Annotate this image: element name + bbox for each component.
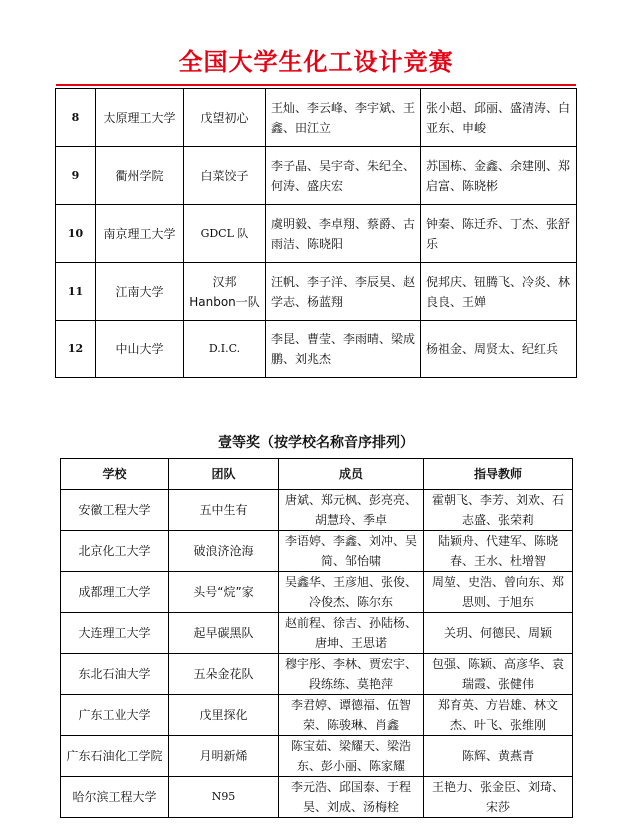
- table-row: [61, 654, 573, 695]
- team-cell: N95: [169, 777, 279, 818]
- first-prize-table: [60, 458, 573, 818]
- rank-number: 8: [56, 89, 96, 147]
- teachers-cell: 霍朝飞、李芳、刘欢、石志盛、张荣莉: [424, 490, 573, 531]
- team-header: 团队: [169, 459, 279, 490]
- teachers-cell: 杨祖金、周贤太、纪红兵: [421, 321, 577, 378]
- teachers-cell: 王艳力、张金臣、刘琦、宋莎: [424, 777, 573, 818]
- header-row: [61, 459, 573, 490]
- school-cell: 大连理工大学: [61, 613, 169, 654]
- teachers-cell: 陈辉、黄燕青: [424, 736, 573, 777]
- school-cell: 安徽工程大学: [61, 490, 169, 531]
- team-cell: 起早碳黑队: [169, 613, 279, 654]
- table-row: [61, 695, 573, 736]
- teachers-cell: 郑育英、方岩雄、林文杰、叶飞、张维刚: [424, 695, 573, 736]
- teachers-cell: 周堃、史浩、曾向东、郑思则、于旭东: [424, 572, 573, 613]
- members-cell: 李昆、曹莹、李雨晴、梁成鹏、刘兆杰: [266, 321, 421, 378]
- table-row: [61, 736, 573, 777]
- members-cell: 吴鑫华、王彦旭、张俊、冷俊杰、陈尔东: [279, 572, 424, 613]
- table-row: [61, 613, 573, 654]
- team-cell: 破浪济沧海: [169, 531, 279, 572]
- team-cell: 头号“烷”家: [169, 572, 279, 613]
- table-row: [56, 147, 577, 205]
- school-cell: 北京化工大学: [61, 531, 169, 572]
- school-cell: 江南大学: [96, 263, 184, 321]
- team-cell: 五朵金花队: [169, 654, 279, 695]
- table-row: [56, 205, 577, 263]
- rank-number: 9: [56, 147, 96, 205]
- school-cell: 广东石油化工学院: [61, 736, 169, 777]
- members-cell: 李语婷、李鑫、刘冲、吴简、邹怡啸: [279, 531, 424, 572]
- continued-results-table: [55, 88, 577, 378]
- team-cell: 月明新烯: [169, 736, 279, 777]
- school-cell: 南京理工大学: [96, 205, 184, 263]
- teachers-cell: 陆颖舟、代建军、陈晓春、王水、杜增智: [424, 531, 573, 572]
- members-cell: 李子晶、吴宇奇、朱纪全、何涛、盛庆宏: [266, 147, 421, 205]
- table-row: [61, 490, 573, 531]
- table-row: [56, 321, 577, 378]
- school-cell: 衢州学院: [96, 147, 184, 205]
- members-cell: 王灿、李云峰、李宇斌、王鑫、田江立: [266, 89, 421, 147]
- teachers-cell: 钟秦、陈迁乔、丁杰、张舒乐: [421, 205, 577, 263]
- page-title: 全国大学生化工设计竞赛: [178, 48, 454, 76]
- section-heading: 壹等奖（按学校名称音序排列）: [218, 435, 414, 451]
- table-row: [56, 263, 577, 321]
- teachers-cell: 关玥、何德民、周颖: [424, 613, 573, 654]
- rank-number: 12: [56, 321, 96, 378]
- team-cell: 戊望初心: [184, 89, 266, 147]
- members-cell: 李元浩、邱国泰、于程昊、刘成、汤梅栓: [279, 777, 424, 818]
- members-cell: 虞明毅、李卓翔、蔡爵、古雨洁、陈晓阳: [266, 205, 421, 263]
- school-header: 学校: [61, 459, 169, 490]
- table-row: [61, 777, 573, 818]
- teachers-cell: 张小超、邱丽、盛清涛、白亚东、申峻: [421, 89, 577, 147]
- school-cell: 哈尔滨工程大学: [61, 777, 169, 818]
- rank-number: 11: [56, 263, 96, 321]
- team-cell: 白菜饺子: [184, 147, 266, 205]
- members-cell: 赵前程、徐吉、孙陆杨、唐坤、王思诺: [279, 613, 424, 654]
- teachers-header: 指导教师: [424, 459, 573, 490]
- teachers-cell: 苏国栋、金鑫、余建刚、郑启富、陈晓彬: [421, 147, 577, 205]
- members-cell: 李君婷、谭德福、伍智荣、陈骏琳、肖鑫: [279, 695, 424, 736]
- school-cell: 成都理工大学: [61, 572, 169, 613]
- title-divider: [56, 84, 576, 86]
- table-row: [61, 531, 573, 572]
- members-cell: 陈宝茹、梁耀天、梁浩东、彭小丽、陈家耀: [279, 736, 424, 777]
- team-cell: 五中生有: [169, 490, 279, 531]
- rank-number: 10: [56, 205, 96, 263]
- team-cell: GDCL 队: [184, 205, 266, 263]
- team-cell: 汉邦 Hanbon一队: [184, 263, 266, 321]
- members-cell: 汪帆、李子洋、李辰昊、赵学志、杨蓝翔: [266, 263, 421, 321]
- teachers-cell: 包强、陈颖、高彦华、袁瑞霞、张健伟: [424, 654, 573, 695]
- school-cell: 广东工业大学: [61, 695, 169, 736]
- members-header: 成员: [279, 459, 424, 490]
- school-cell: 中山大学: [96, 321, 184, 378]
- team-cell: D.I.C.: [184, 321, 266, 378]
- school-cell: 太原理工大学: [96, 89, 184, 147]
- school-cell: 东北石油大学: [61, 654, 169, 695]
- team-cell: 戊里探化: [169, 695, 279, 736]
- teachers-cell: 倪邦庆、钮腾飞、冷炎、林良良、王婵: [421, 263, 577, 321]
- table-row: [56, 89, 577, 147]
- members-cell: 唐斌、郑元枫、彭亮亮、胡慧玲、季卓: [279, 490, 424, 531]
- table-row: [61, 572, 573, 613]
- members-cell: 穆宇彤、李林、贾宏宇、段练练、莫艳萍: [279, 654, 424, 695]
